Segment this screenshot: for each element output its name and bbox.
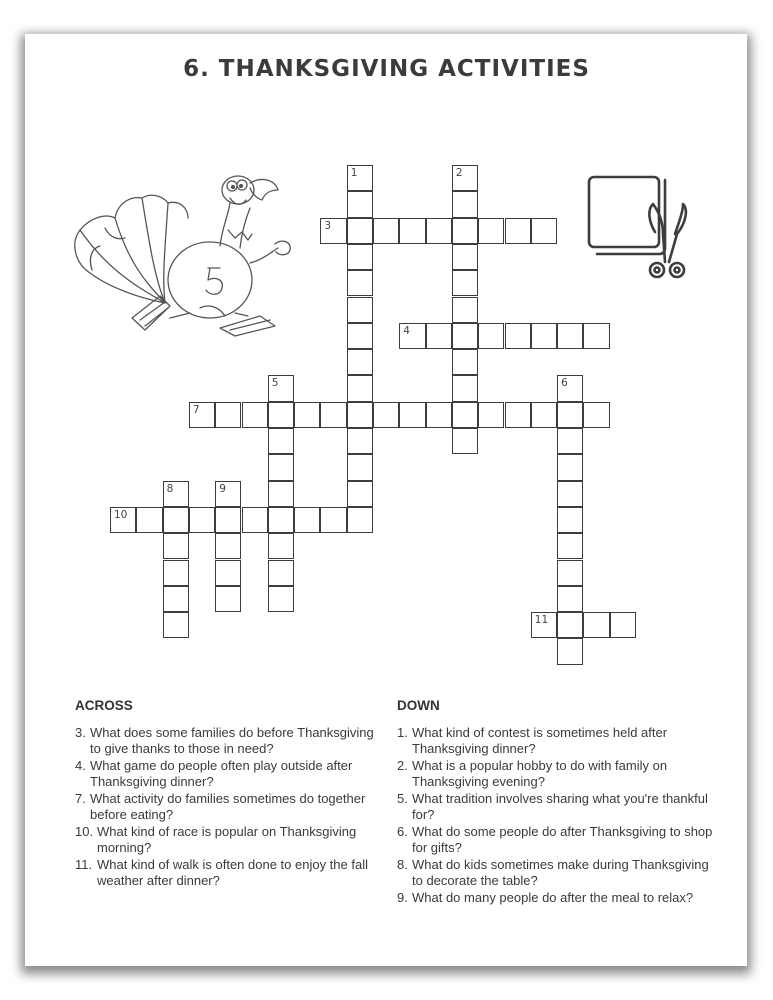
crossword-cell[interactable] (347, 218, 373, 244)
crossword-cell[interactable] (215, 402, 241, 428)
crossword-cell[interactable] (215, 586, 241, 612)
crossword-cell[interactable] (268, 507, 294, 533)
crossword-cell[interactable] (347, 270, 373, 296)
crossword-cell[interactable] (163, 612, 189, 638)
crossword-cell[interactable] (215, 560, 241, 586)
crossword-cell[interactable] (347, 454, 373, 480)
clue-item (397, 725, 717, 758)
clue-item-text: What tradition involves sharing what you're thankful for? (412, 790, 708, 822)
crossword-cell[interactable] (610, 612, 636, 638)
crossword-cell[interactable] (557, 560, 583, 586)
crossword-cell[interactable] (110, 507, 136, 533)
crossword-cell[interactable] (557, 638, 583, 664)
clue-item-text: What game do people often play outside after Thanksgiving dinner? (90, 757, 353, 789)
crossword-cell[interactable] (557, 323, 583, 349)
crossword-cell[interactable] (163, 507, 189, 533)
crossword-cell[interactable] (347, 428, 373, 454)
crossword-cell[interactable] (268, 586, 294, 612)
clue-number: 8 (166, 482, 174, 495)
clue-item-text: What does some families do before Thanksgiving to give thanks to those in need? (90, 724, 374, 756)
crossword-cell[interactable] (531, 323, 557, 349)
across-clues (75, 698, 375, 890)
clue-item (397, 758, 717, 791)
crossword-cell[interactable] (189, 402, 215, 428)
crossword-cell[interactable] (399, 323, 425, 349)
clue-item (397, 890, 717, 907)
crossword-cell[interactable] (505, 402, 531, 428)
clue-number: 10 (114, 508, 128, 521)
crossword-cell[interactable] (373, 218, 399, 244)
crossword-cell[interactable] (531, 218, 557, 244)
crossword-cell[interactable] (215, 507, 241, 533)
clue-item-number: 3. (75, 724, 86, 740)
crossword-cell[interactable] (478, 402, 504, 428)
clue-item (75, 824, 375, 857)
crossword-cell[interactable] (452, 349, 478, 375)
crossword-cell[interactable] (557, 481, 583, 507)
crossword-cell[interactable] (452, 191, 478, 217)
clue-number: 5 (271, 377, 279, 390)
down-heading: DOWN (397, 698, 440, 713)
crossword-cell[interactable] (268, 454, 294, 480)
crossword-cell[interactable] (452, 375, 478, 401)
crossword-cell[interactable] (320, 402, 346, 428)
crossword-cell[interactable] (294, 507, 320, 533)
crossword-cell[interactable] (347, 507, 373, 533)
crossword-cell[interactable] (557, 612, 583, 638)
clue-item-text: What kind of race is popular on Thanksgiving morning? (97, 823, 357, 855)
crossword-cell[interactable] (557, 586, 583, 612)
crossword-cell[interactable] (583, 323, 609, 349)
crossword-cell[interactable] (347, 402, 373, 428)
crossword-cell[interactable] (163, 481, 189, 507)
clue-number: 3 (324, 219, 332, 232)
crossword-cell[interactable] (531, 402, 557, 428)
crossword-cell[interactable] (136, 507, 162, 533)
clue-number: 7 (192, 403, 200, 416)
crossword-cell[interactable] (583, 612, 609, 638)
clue-number: 1 (350, 167, 358, 179)
crossword-cell[interactable] (452, 244, 478, 270)
crossword-cell[interactable] (347, 481, 373, 507)
clue-item-number: 4. (75, 757, 86, 773)
crossword-cell[interactable] (268, 375, 294, 401)
crossword-cell[interactable] (268, 481, 294, 507)
crossword-cell[interactable] (320, 507, 346, 533)
crossword-cell[interactable] (215, 481, 241, 507)
down-clues (397, 698, 717, 906)
crossword-cell[interactable] (452, 165, 478, 191)
crossword-cell[interactable] (347, 349, 373, 375)
clue-number: 9 (219, 482, 226, 495)
crossword-cell[interactable] (268, 560, 294, 586)
clue-item (75, 857, 375, 890)
clue-item-number: 5. (397, 790, 408, 806)
clue-item-number: 6. (397, 823, 408, 839)
crossword-cell[interactable] (320, 218, 346, 244)
clue-item (75, 791, 375, 824)
crossword-cell[interactable] (557, 507, 583, 533)
crossword-cell[interactable] (347, 244, 373, 270)
clue-item (75, 725, 375, 758)
crossword-cell[interactable] (426, 323, 452, 349)
crossword-cell[interactable] (452, 270, 478, 296)
clue-number: 4 (403, 324, 410, 337)
crossword-cell[interactable] (452, 323, 478, 349)
crossword-cell[interactable] (242, 402, 268, 428)
clue-item (75, 758, 375, 791)
clue-item-number: 2. (397, 757, 408, 773)
crossword-cell[interactable] (215, 533, 241, 559)
crossword-cell[interactable] (478, 323, 504, 349)
clue-item-text: What activity do families sometimes do together before eating? (90, 790, 366, 822)
crossword-cell[interactable] (373, 402, 399, 428)
clue-item (397, 791, 717, 824)
crossword-cell[interactable] (557, 428, 583, 454)
page-title: 6. THANKSGIVING ACTIVITIES (183, 56, 590, 82)
clue-number: 6 (561, 377, 568, 390)
crossword-cell[interactable] (163, 560, 189, 586)
crossword-cell[interactable] (189, 507, 215, 533)
clue-item-text: What is a popular hobby to do with family on Thanksgiving evening? (412, 757, 668, 789)
crossword-cell[interactable] (268, 533, 294, 559)
crossword-cell[interactable] (347, 191, 373, 217)
clue-item-text: What do some people do after Thanksgiving to shop for gifts? (412, 823, 713, 855)
across-heading: ACROSS (75, 698, 133, 713)
crossword-cell[interactable] (347, 297, 373, 323)
clue-item-text: What do kids sometimes make during Thanksgiving to decorate the table? (412, 856, 709, 888)
crossword-cell[interactable] (557, 375, 583, 401)
clue-item (397, 857, 717, 890)
clue-item-number: 10. (75, 823, 94, 839)
crossword-cell[interactable] (347, 165, 373, 191)
crossword-cell[interactable] (163, 586, 189, 612)
crossword-cell[interactable] (557, 402, 583, 428)
crossword-cell[interactable] (163, 533, 189, 559)
crossword-cell[interactable] (268, 428, 294, 454)
clue-item-text: What kind of walk is often done to enjoy the fall weather after dinner? (97, 856, 368, 888)
clue-item-text: What kind of contest is sometimes held after Thanksgiving dinner? (412, 724, 668, 756)
crossword-cell[interactable] (452, 218, 478, 244)
crossword-cell[interactable] (478, 218, 504, 244)
crossword-cell[interactable] (399, 402, 425, 428)
crossword-cell[interactable] (505, 323, 531, 349)
crossword-cell[interactable] (426, 218, 452, 244)
clue-item-number: 11. (75, 856, 93, 872)
crossword-cell[interactable] (557, 454, 583, 480)
crossword-cell[interactable] (531, 612, 557, 638)
crossword-cell[interactable] (347, 375, 373, 401)
clue-item (397, 824, 717, 857)
crossword-cell[interactable] (452, 428, 478, 454)
clue-item-number: 7. (75, 790, 86, 806)
clue-number: 2 (455, 167, 463, 179)
crossword-cell[interactable] (426, 402, 452, 428)
clue-item-number: 1. (397, 724, 408, 740)
crossword-cell[interactable] (452, 297, 478, 323)
crossword-cell[interactable] (347, 323, 373, 349)
crossword-cell[interactable] (242, 507, 268, 533)
crossword-cell[interactable] (268, 402, 294, 428)
clue-item-text: What do many people do after the meal to relax? (412, 889, 694, 905)
clue-item-number: 8. (397, 856, 408, 872)
crossword-cell[interactable] (583, 402, 609, 428)
crossword-cell[interactable] (557, 533, 583, 559)
clue-number: 11 (534, 614, 549, 627)
clue-item-number: 9. (397, 889, 408, 905)
crossword-cell[interactable] (452, 402, 478, 428)
crossword-cell[interactable] (399, 218, 425, 244)
crossword-cell[interactable] (505, 218, 531, 244)
crossword-cell[interactable] (294, 402, 320, 428)
